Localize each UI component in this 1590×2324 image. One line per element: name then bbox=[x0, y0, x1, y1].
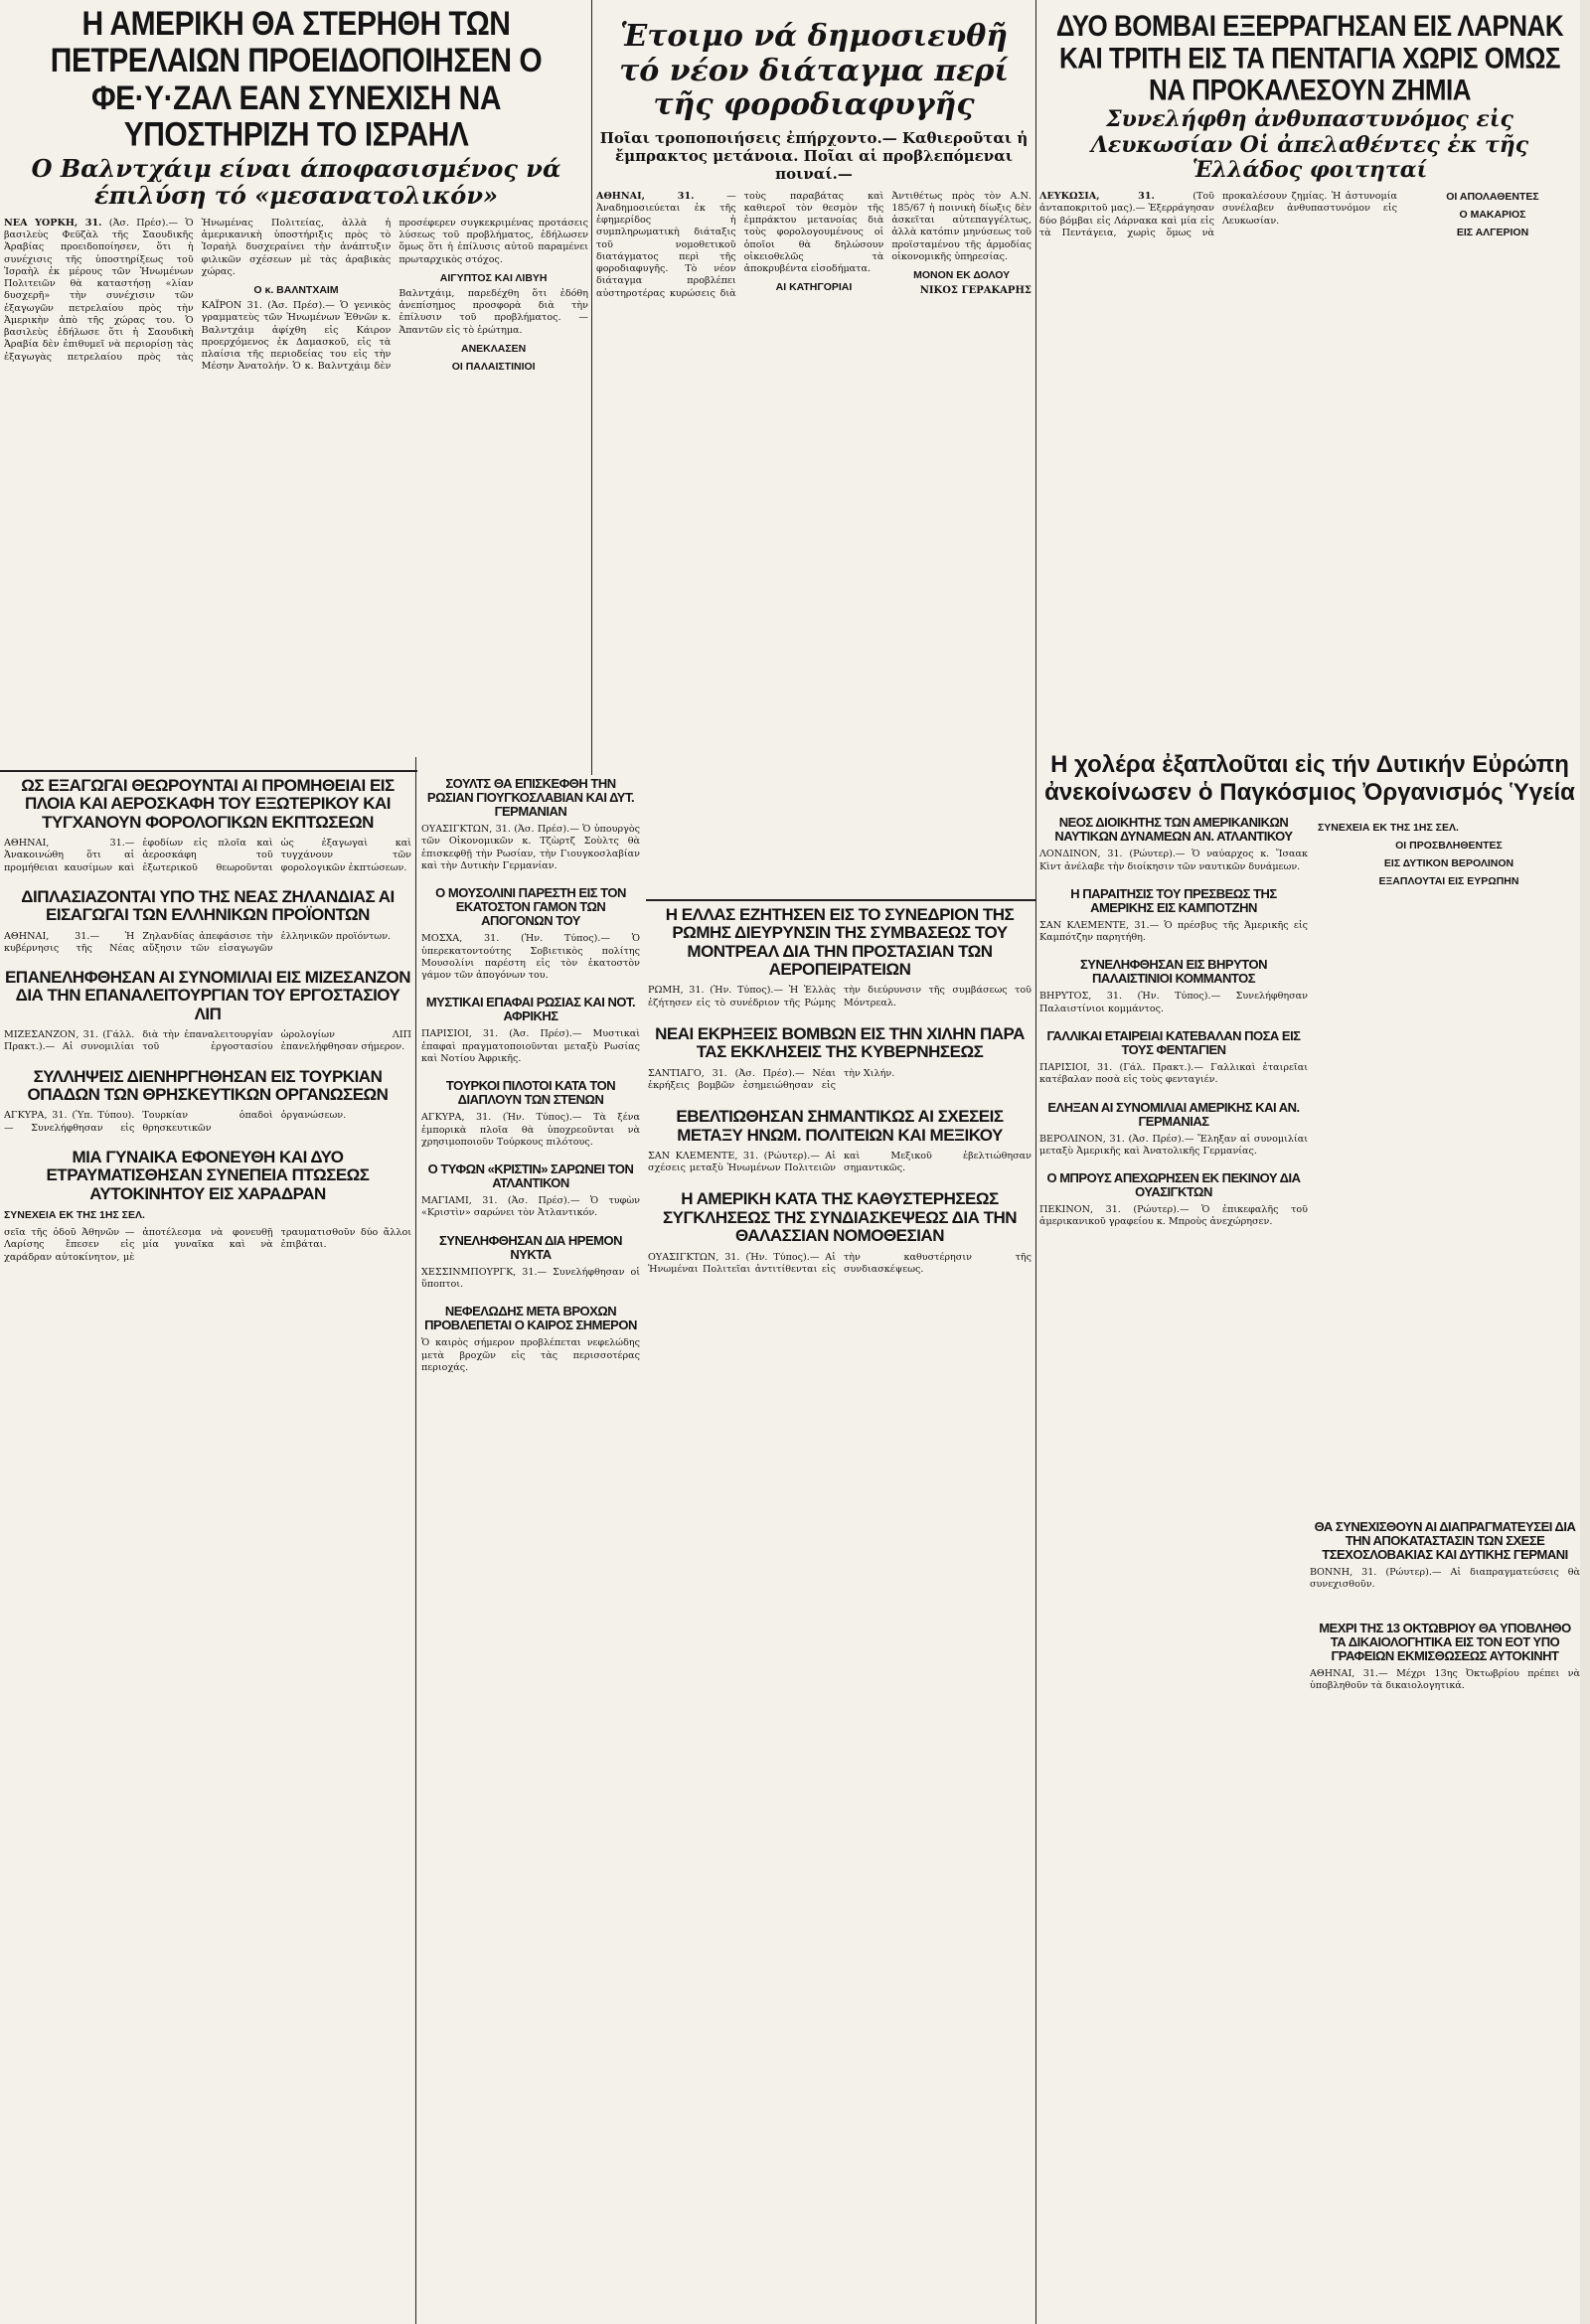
tax-body-2: Ἀντιθέτως πρὸς τὸν Α.Ν. 185/67 ἡ ποινικὴ δίωξις δὲν ἀσκεῖται αὐτεπαγγέλτως, ἀλλὰ κατόπιν μηνύσεως τοῦ προϊσταμένου τῆς ἁρμοδίας οἰκονομικῆς ὑπηρεσίας. bbox=[891, 190, 1032, 262]
cholera-headline: Η χολέρα ἐξαπλοῦται εἰς τήν Δυτικήν Εὐρώπη ἀνεκοίνωσεν ὁ Παγκόσμιος Ὀργανισμός Ὑγεία bbox=[1044, 751, 1575, 806]
cyprus-subhead: ΟΙ ΑΠΟΛΑΘΕΝΤΕΣ bbox=[1446, 191, 1539, 204]
lead-story bbox=[4, 2, 588, 767]
bruce-body: ΠΕΚΙΝΟΝ, 31. (Ρώυτερ).— Ὁ ἐπικεφαλῆς τοῦ ἀμερικανικοῦ γραφείου κ. Μπροὺς ἀνεχώρησεν. bbox=[1039, 1204, 1308, 1228]
lead-kicker: Ο Βαλντχάιμ είναι άποφασισμένος νά έπιλύση τό «μεσανατολικόν» bbox=[31, 153, 561, 211]
chile-body: ΣΑΝΤΙΑΓΟ, 31. (Ἀσ. Πρέσ).— Νέαι ἐκρήξεις βομβῶν ἐσημειώθησαν εἰς τὴν Χιλήν. bbox=[648, 1067, 895, 1091]
narrow-column bbox=[421, 777, 640, 2322]
montreal-headline: Η ΕΛΛΑΣ ΕΖΗΤΗΣΕΝ ΕΙΣ ΤΟ ΣΥΝΕΔΡΙΟΝ ΤΗΣ ΡΩΜΗΣ ΔΙΕΥΡΥΝΣΙΝ ΤΗΣ ΣΥΜΒΑΣΕΩΣ ΤΟΥ ΜΟΝΤΡΕΑΛ ΔΙΑ ΤΗΝ ΠΡΟΣΤΑΣΙΑΝ ΤΩΝ ΑΕΡΟΠΕΙΡΑΤΕΙΩΝ bbox=[665, 906, 1015, 980]
commandos-body: ΒΗΡΥΤΟΣ, 31. (Ἡν. Τύπος).— Συνελήφθησαν Παλαιστίνιοι κομμάντος. bbox=[1039, 991, 1308, 1014]
mussolini-body: ΜΟΣΧΑ, 31. (Ἡν. Τύπος).— Ὁ ὑπερεκατοντούτης Σοβιετικὸς πολίτης Μουσολίνι παρέστη εἰς τὸν ἑκατοστὸν γάμον τῶν ἀπογόνων του. bbox=[421, 933, 640, 982]
mexico-headline: ΕΒΕΛΤΙΩΘΗΣΑΝ ΣΗΜΑΝΤΙΚΩΣ ΑΙ ΣΧΕΣΕΙΣ ΜΕΤΑΞΥ ΗΝΩΜ. ΠΟΛΙΤΕΙΩΝ ΚΑΙ ΜΕΞΙΚΟΥ bbox=[676, 1107, 1004, 1145]
subhead-spreads-europe: ΕΞΑΠΛΟΥΤΑΙ ΕΙΣ ΕΥΡΩΠΗΝ bbox=[1378, 875, 1519, 888]
nz-body: ΑΘΗΝΑΙ, 31.— Ἡ κυβέρνησις τῆς Νέας Ζηλανδίας ἀπεφάσισε τὴν αὔξησιν τῶν εἰσαγωγῶν ἑλληνικῶν προϊόντων. bbox=[4, 930, 392, 954]
cyprus-body: ΛΕΥΚΩΣΙΑ, 31. (Τοῦ ἀνταποκριτοῦ μας).— Ἐξερράγησαν δύο βόμβαι εἰς Λάρνακα καὶ μία εἰς τὰ Πεντάγεια, χωρὶς ὅμως νὰ προκαλέσουν ζημίας. Ἡ ἀστυνομία συνέλαβεν ἀνθυπαστυνόμον εἰς Λευκωσίαν. bbox=[1039, 191, 1397, 238]
czech-body: ΒΟΝΝΗ, 31. (Ρώυτερ).— Αἱ διαπραγματεύσεις θὰ συνεχισθοῦν. bbox=[1310, 1567, 1580, 1591]
cyprus-subhead-3: ΕΙΣ ΑΛΓΕΡΙΟΝ bbox=[1456, 227, 1529, 239]
subhead-palestinians: ΟΙ ΠΑΛΑΙΣΤΙΝΙΟΙ bbox=[451, 360, 536, 373]
tax-subhead: ΑΙ ΚΑΤΗΓΟΡΙΑΙ bbox=[775, 281, 853, 294]
secret-contacts-headline: ΜΥΣΤΙΚΑΙ ΕΠΑΦΑΙ ΡΩΣΙΑΣ ΚΑΙ ΝΟΤ. ΑΦΡΙΚΗΣ bbox=[425, 995, 636, 1024]
center-column bbox=[648, 906, 1032, 2322]
secret-contacts-body: ΠΑΡΙΣΙΟΙ, 31. (Ἀσ. Πρέσ).— Μυστικαὶ ἐπαφαὶ πραγματοποιοῦνται μεταξὺ Ρωσίας καὶ Νοτίου Ἀφρικῆς. bbox=[421, 1028, 640, 1064]
crash-continued: ΣΥΝΕΧΕΙΑ ΕΚ ΤΗΣ 1ΗΣ ΣΕΛ. bbox=[4, 1209, 145, 1222]
ambassador-headline: Η ΠΑΡΑΙΤΗΣΙΣ ΤΟΥ ΠΡΕΣΒΕΩΣ ΤΗΣ ΑΜΕΡΙΚΗΣ ΕΙΣ ΚΑΜΠΟΤΖΗΝ bbox=[1070, 885, 1277, 915]
chile-headline: ΝΕΑΙ ΕΚΡΗΞΕΙΣ ΒΟΜΒΩΝ ΕΙΣ ΤΗΝ ΧΙΛΗΝ ΠΑΡΑ ΤΑΣ ΕΚΚΛΗΣΕΙΣ ΤΗΣ ΚΥΒΕΡΝΗΣΕΩΣ bbox=[655, 1023, 1025, 1062]
lip-headline: ΕΠΑΝΕΛΗΦΘΗΣΑΝ ΑΙ ΣΥΝΟΜΙΛΙΑΙ ΕΙΣ ΜΙΖΕΣΑΝΖΟΝ ΔΙΑ ΤΗΝ ΕΠΑΝΑΛΕΙΤΟΥΡΓΙΑΝ ΤΟΥ ΕΡΓΟΣΤΑΣΙΟΥ ΛΙΠ bbox=[4, 968, 411, 1023]
tax-byline: ΝΙΚΟΣ ΓΕΡΑΚΑΡΗΣ bbox=[919, 285, 1032, 297]
mussolini-headline: Ο ΜΟΥΣΟΛΙΝΙ ΠΑΡΕΣΤΗ ΕΙΣ ΤΟΝ ΕΚΑΤΟΣΤΟΝ ΓΑΜΟΝ ΤΩΝ ΑΠΟΓΟΝΩΝ ΤΟΥ bbox=[435, 885, 626, 929]
cyprus-kicker: Συνελήφθη ἀνθυπαστυνόμος εἰς Λευκωσίαν Οἱ ἀπελαθέντες ἐκ τῆς Ἑλλάδος φοιτηταί bbox=[1090, 106, 1529, 183]
tax-body: ΑΘΗΝΑΙ, 31. — Ἀναδημοσιεύεται ἐκ τῆς ἐφημερίδος ἡ συμπληρωματικὴ διάταξις τοῦ νομοθετικοῦ διατάγματος περὶ τῆς φοροδιαφυγῆς. Τὸ νέον διάταγμα προβλέπει αὐστηροτέρας κυρώσεις διὰ τοὺς παραβάτας καὶ καθιεροῖ τὸν θεσμὸν τῆς ἐμπράκτου μετανοίας διὰ τοὺς φορολογουμένους οἱ ὁποῖοι θὰ δηλώσουν οἰκειοθελῶς τὰ ἀποκρυβέντα εἰσοδήματα. bbox=[596, 190, 884, 299]
weather-body: Ὁ καιρὸς σήμερον προβλέπεται νεφελώδης μετὰ βροχῶν εἰς τὰς περισσοτέρας περιοχάς. bbox=[421, 1337, 640, 1373]
nz-headline: ΔΙΠΛΑΣΙΑΖΟΝΤΑΙ ΥΠΟ ΤΗΣ ΝΕΑΣ ΖΗΛΑΝΔΙΑΣ ΑΙ ΕΙΣΑΓΩΓΑΙ ΤΩΝ ΕΛΛΗΝΙΚΩΝ ΠΡΟΪΟΝΤΩΝ bbox=[21, 886, 395, 925]
pilots-body: ΑΓΚΥΡΑ, 31. (Ἡν. Τύπος).— Τὰ ξένα ἐμπορικὰ πλοῖα θὰ ὑποχρεοῦνται νὰ χρησιμοποιοῦν Τούρκους πιλότους. bbox=[421, 1112, 640, 1148]
lower-right bbox=[1310, 1520, 1580, 2315]
cholera-continued: ΣΥΝΕΧΕΙΑ ΕΚ ΤΗΣ 1ΗΣ ΣΕΛ. bbox=[1318, 822, 1459, 835]
typhoon-body: ΜΑΓΙΑΜΙ, 31. (Ἀσ. Πρέσ).— Ὁ τυφὼν «Κριστὶν» σαρώνει τὸν Ἀτλαντικόν. bbox=[421, 1195, 640, 1219]
french-firms-body: ΠΑΡΙΣΙΟΙ, 31. (Γάλ. Πρακτ.).— Γαλλικαὶ ἑταιρεῖαι κατέβαλαν ποσὰ εἰς τοὺς φενταγιέν. bbox=[1039, 1062, 1308, 1086]
navy-headline: ΝΕΟΣ ΔΙΟΙΚΗΤΗΣ ΤΩΝ ΑΜΕΡΙΚΑΝΙΚΩΝ ΝΑΥΤΙΚΩΝ ΔΥΝΑΜΕΩΝ ΑΝ. ΑΤΛΑΝΤΙΚΟΥ bbox=[1054, 815, 1293, 845]
sea-law-body: ΟΥΑΣΙΓΚΤΩΝ, 31. (Ἡν. Τύπος).— Αἱ Ἡνωμέναι Πολιτεῖαι ἀντιτίθενται εἰς τὴν καθυστέρησιν τῆς συνδιασκέψεως. bbox=[648, 1251, 1032, 1275]
quiet-night-headline: ΣΥΝΕΛΗΦΘΗΣΑΝ ΔΙΑ ΗΡΕΜΟΝ ΝΥΚΤΑ bbox=[439, 1232, 622, 1262]
subhead-anekalasen: ΑΝΕΚΛΑΣΕΝ bbox=[461, 342, 527, 355]
cyprus-story bbox=[1039, 2, 1580, 737]
column-rule bbox=[1035, 0, 1036, 2324]
section-rule bbox=[0, 770, 417, 772]
talks-ended-headline: ΕΛΗΞΑΝ ΑΙ ΣΥΝΟΜΙΛΙΑΙ ΑΜΕΡΙΚΗΣ ΚΑΙ ΑΝ. ΓΕΡΜΑΝΙΑΣ bbox=[1047, 1099, 1300, 1129]
navy-body: ΛΟΝΔΙΝΟΝ, 31. (Ρώυτερ).— Ὁ ναύαρχος κ. Ἴσαακ Κὶντ ἀνέλαβε τὴν διοίκησιν τῶν ναυτικῶν δυνάμεων. bbox=[1039, 849, 1308, 872]
montreal-body: ΡΩΜΗ, 31. (Ἡν. Τύπος).— Ἡ Ἑλλὰς ἐζήτησεν εἰς τὸ συνέδριον τῆς Ρώμης τὴν διεύρυνσιν τῆς συμβάσεως τοῦ Μόντρεαλ. bbox=[648, 985, 1032, 1008]
turkey-arrests-body: ΑΓΚΥΡΑ, 31. (Ὑπ. Τύπου).— Συνελήφθησαν εἰς Τουρκίαν ὀπαδοὶ θρησκευτικῶν ὀργανώσεων. bbox=[4, 1110, 347, 1134]
exports-body: ΑΘΗΝΑΙ, 31.— Ἀνακοινώθη ὅτι αἱ προμήθειαι καυσίμων καὶ ἐφοδίων εἰς πλοῖα καὶ ἀεροσκάφη τοῦ ἐξωτερικοῦ θεωροῦνται ὡς ἐξαγωγαὶ καὶ τυγχάνουν τῶν φορολογικῶν ἐκπτώσεων. bbox=[4, 838, 411, 873]
cyprus-headline: ΔΥΟ ΒΟΜΒΑΙ ΕΞΕΡΡΑΓΗΣΑΝ ΕΙΣ ΛΑΡΝΑΚ ΚΑΙ ΤΡΙΤΗ ΕΙΣ ΤΑ ΠΕΝΤΑΓΙΑ ΧΩΡΙΣ ΟΜΩΣ ΝΑ ΠΡΟΚΑΛΕΣΟΥΝ ΖΗΜΙΑ bbox=[1055, 8, 1564, 107]
weather-headline: ΝΕΦΕΛΩΔΗΣ ΜΕΤΑ ΒΡΟΧΩΝ ΠΡΟΒΛΕΠΕΤΑΙ Ο ΚΑΙΡΟΣ ΣΗΜΕΡΟΝ bbox=[424, 1304, 637, 1333]
left-column bbox=[4, 777, 411, 2322]
tax-deck: Ποῖαι τροποποιήσεις ἐπήρχοντο.— Καθιεροῦται ἡ ἔμπρακτος μετάνοια. Ποῖαι αἱ προβλεπόμεναι ποιναί.— bbox=[599, 128, 1029, 183]
column-rule bbox=[415, 757, 416, 2324]
lead-headline: Η ΑΜΕΡΙΚΗ ΘΑ ΣΤΕΡΗΘΗ ΤΩΝ ΠΕΤΡΕΛΑΙΩΝ ΠΡΟΕΙΔΟΠΟΙΗΣΕΝ Ο ΦΕ·Υ·ΖΑΛ ΕΑΝ ΣΥΝΕΧΙΣΗ ΝΑ ΥΠΟΣΤΗΡΙΖΗ ΤΟ ΙΣΡΑΗΛ bbox=[50, 5, 543, 154]
subhead-egypt-libya: ΑΙΓΥΠΤΟΣ ΚΑΙ ΛΙΒΥΗ bbox=[439, 271, 548, 284]
czech-headline: ΘΑ ΣΥΝΕΧΙΣΘΟΥΝ ΑΙ ΔΙΑΠΡΑΓΜΑΤΕΥΣΕΙ ΔΙΑ ΤΗΝ ΑΠΟΚΑΤΑΣΤΑΣΙΝ ΤΩΝ ΣΧΕΣΕ ΤΣΕΧΟΣΛΟΒΑΚΙΑΣ ΚΑΙ ΔΥΤΙΚΗΣ ΓΕΡΜΑΝΙ bbox=[1314, 1520, 1576, 1563]
schultz-body: ΟΥΑΣΙΓΚΤΩΝ, 31. (Ἀσ. Πρέσ).— Ὁ ὑπουργὸς τῶν Οἰκονομικῶν κ. Τζὼρτζ Σοὺλτς θὰ ἐπισκεφθῇ τὴν Ρωσίαν, τὴν Γιουγκοσλαβίαν καὶ τὴν Δυτικὴν Γερμανίαν. bbox=[421, 824, 640, 871]
column-rule bbox=[591, 0, 592, 775]
crash-headline: ΜΙΑ ΓΥΝΑΙΚΑ ΕΦΟΝΕΥΘΗ ΚΑΙ ΔΥΟ ΕΤΡΑΥΜΑΤΙΣΘΗΣΑΝ ΣΥΝΕΠΕΙΑ ΠΤΩΣΕΩΣ ΑΥΤΟΚΙΝΗΤΟΥ ΕΙΣ ΧΑΡΑΔΡΑΝ bbox=[46, 1147, 370, 1203]
mexico-body: ΣΑΝ ΚΛΕΜΕΝΤΕ, 31. (Ρώυτερ).— Αἱ σχέσεις μεταξὺ Ἡνωμένων Πολιτειῶν καὶ Μεξικοῦ ἐβελτιώθησαν σημαντικῶς. bbox=[648, 1150, 1032, 1174]
crash-body: σεῖα τῆς ὁδοῦ Ἀθηνῶν — Λαρίσης ἔπεσεν εἰς χαράδραν αὐτοκίνητον, μὲ ἀποτέλεσμα νὰ φονευθῇ μία γυναῖκα καὶ νὰ τραυματισθοῦν δύο ἄλλοι ἐπιβάται. bbox=[4, 1227, 411, 1263]
ambassador-body: ΣΑΝ ΚΛΕΜΕΝΤΕ, 31.— Ὁ πρέσβυς τῆς Ἀμερικῆς εἰς Καμπότζην παρητήθη. bbox=[1039, 919, 1308, 944]
subhead-affected: ΟΙ ΠΡΟΣΒΛΗΘΕΝΤΕΣ bbox=[1395, 840, 1503, 852]
exports-headline: ΩΣ ΕΞΑΓΩΓΑΙ ΘΕΩΡΟΥΝΤΑΙ ΑΙ ΠΡΟΜΗΘΕΙΑΙ ΕΙΣ ΠΛΟΙΑ ΚΑΙ ΑΕΡΟΣΚΑΦΗ ΤΟΥ ΕΞΩΤΕΡΙΚΟΥ ΚΑΙ ΤΥΓΧΑΝΟΥΝ ΦΟΡΟΛΟΓΙΚΩΝ ΕΚΠΤΩΣΕΩΝ bbox=[21, 777, 395, 832]
subhead-west-berlin: ΕΙΣ ΔΥΤΙΚΟΝ ΒΕΡΟΛΙΝΟΝ bbox=[1383, 857, 1514, 870]
bruce-headline: Ο ΜΠΡΟΥΣ ΑΠΕΧΩΡΗΣΕΝ ΕΚ ΠΕΚΙΝΟΥ ΔΙΑ ΟΥΑΣΙΓΚΤΩΝ bbox=[1046, 1170, 1301, 1200]
eot-body: ΑΘΗΝΑΙ, 31.— Μέχρι 13ης Ὀκτωβρίου πρέπει νὰ ὑποβληθοῦν τὰ δικαιολογητικά. bbox=[1310, 1667, 1580, 1691]
lead-body: ΝΕΑ ΥΟΡΚΗ, 31. (Ἀσ. Πρέσ).— Ὁ βασιλεὺς Φεϋζὰλ τῆς Σαουδικῆς Ἀραβίας προειδοποίησεν, ὅτι ἡ συνέχισις τῆς ὑποστηρίξεως τοῦ Ἰσραὴλ ἐκ μέρους τῶν Ἡνωμένων Πολιτειῶν θὰ καταστήσῃ «λίαν δυσχερῆ» τὴν συνέχισιν τῶν ἐξαγωγῶν πετρελαίου πρὸς τὴν Ἀμερικὴν ἀπὸ τῆς χώρας του. Ὁ βασιλεὺς ἐδήλωσε ὅτι ἡ Σαουδικὴ Ἀραβία δὲν ἐπιθυμεῖ νὰ περιορίσῃ τὰς ἐξαγωγὰς πετρελαίου πρὸς τὰς Ἡνωμένας Πολιτείας, ἀλλὰ ἡ ἀμερικανικὴ ὑποστήριξις πρὸς τὸ Ἰσραὴλ δυσχεραίνει τὴν ἀνάπτυξιν φιλικῶν σχέσεων μὲ τὰς ἀραβικὰς χώρας. bbox=[4, 217, 392, 363]
eot-headline: ΜΕΧΡΙ ΤΗΣ 13 ΟΚΤΩΒΡΙΟΥ ΘΑ ΥΠΟΒΛΗΘΟ ΤΑ ΔΙΚΑΙΟΛΟΓΗΤΙΚΑ ΕΙΣ ΤΟΝ ΕΟΤ ΥΠΟ ΓΡΑΦΕΙΩΝ ΕΚΜΙΣΘΩΣΕΩΣ ΑΥΤΟΚΙΝΗΤ bbox=[1319, 1620, 1571, 1663]
lead-subhead: Ο κ. ΒΑΛΝΤΧΑΙΜ bbox=[253, 284, 339, 297]
lead-body-2: ΚΑΪΡΟΝ 31. (Ἀσ. Πρέσ).— Ὁ γενικὸς γραμματεὺς τῶν Ἡνωμένων Ἐθνῶν κ. Βαλντχάιμ ἀφίχθη εἰς Κάιρον προερχόμενος ἐκ Δαμασκοῦ, εἰς τὰ πλαίσια τῆς περιοδείας του εἰς τὴν Μέσην Ἀνατολήν. Ὁ κ. Βαλντχάιμ δὲν προσέφερεν συγκεκριμένας προτάσεις λύσεως τοῦ προβλήματος, ἐδήλωσεν ὅμως ὅτι ἡ ἐπίλυσις αὐτοῦ παραμένει πρωταρχικὸς στόχος. bbox=[201, 217, 588, 373]
page-edge bbox=[1580, 0, 1590, 2324]
pilots-headline: ΤΟΥΡΚΟΙ ΠΙΛΟΤΟΙ ΚΑΤΑ ΤΟΝ ΔΙΑΠΛΟΥΝ ΤΩΝ ΣΤΕΝΩΝ bbox=[445, 1078, 616, 1108]
lip-body: ΜΙΖΕΣΑΝΖΟΝ, 31. (Γάλλ. Πρακτ.).— Αἱ συνομιλίαι διὰ τὴν ἐπαναλειτουργίαν τοῦ ἐργοστασίου ὡρολογίων ΛΙΠ ἐπανελήφθησαν σήμερον. bbox=[4, 1029, 411, 1053]
tax-subhead-2: ΜΟΝΟΝ ΕΚ ΔΟΛΟΥ bbox=[913, 269, 1011, 282]
talks-ended-body: ΒΕΡΟΛΙΝΟΝ, 31. (Ἀσ. Πρέσ).— Ἔληξαν αἱ συνομιλίαι μεταξὺ Ἀμερικῆς καὶ Ἀνατολικῆς Γερμανίας. bbox=[1039, 1133, 1308, 1157]
right-left-stack bbox=[1039, 816, 1308, 1243]
french-firms-headline: ΓΑΛΛΙΚΑΙ ΕΤΑΙΡΕΙΑΙ ΚΑΤΕΒΑΛΑΝ ΠΟΣΑ ΕΙΣ ΤΟΥΣ ΦΕΝΤΑΓΙΕΝ bbox=[1046, 1027, 1301, 1057]
quiet-night-body: ΧΕΣΣΙΝΜΠΟΥΡΓΚ, 31.— Συνελήφθησαν οἱ ὕποπτοι. bbox=[421, 1266, 640, 1290]
turkey-arrests-headline: ΣΥΛΛΗΨΕΙΣ ΔΙΕΝΗΡΓΗΘΗΣΑΝ ΕΙΣ ΤΟΥΡΚΙΑΝ ΟΠΑΔΩΝ ΤΩΝ ΘΡΗΣΚΕΥΤΙΚΩΝ ΟΡΓΑΝΩΣΕΩΝ bbox=[27, 1066, 389, 1105]
tax-story bbox=[596, 2, 1032, 896]
right-right-stack bbox=[1318, 816, 1580, 1243]
schultz-headline: ΣΟΥΛΤΣ ΘΑ ΕΠΙΣΚΕΦΘΗ ΤΗΝ ΡΩΣΙΑΝ ΓΙΟΥΓΚΟΣΛΑΒΙΑΝ ΚΑΙ ΔΥΤ. ΓΕΡΜΑΝΙΑΝ bbox=[426, 777, 635, 820]
cyprus-subhead-2: Ο ΜΑΚΑΡΙΟΣ bbox=[1459, 209, 1526, 222]
typhoon-headline: Ο ΤΥΦΩΝ «ΚΡΙΣΤΙΝ» ΣΑΡΩΝΕΙ ΤΟΝ ΑΤΛΑΝΤΙΚΟΝ bbox=[427, 1162, 634, 1191]
commandos-headline: ΣΥΝΕΛΗΦΘΗΣΑΝ ΕΙΣ ΒΗΡΥΤΟΝ ΠΑΛΑΙΣΤΙΝΙΟΙ ΚΟΜΜΑΝΤΟΣ bbox=[1080, 957, 1267, 987]
body-egypt: Βαλντχάιμ, παρεδέχθη ὅτι ἐδόθη ἀνεπίσημος προσφορὰ διὰ τὴν ἐπίλυσιν τοῦ προβλήματος. — Ἀπαντῶν εἰς τὸ ἐρώτημα. bbox=[398, 287, 588, 336]
section-rule bbox=[646, 899, 1035, 901]
sea-law-headline: Η ΑΜΕΡΙΚΗ ΚΑΤΑ ΤΗΣ ΚΑΘΥΣΤΕΡΗΣΕΩΣ ΣΥΓΚΛΗΣΕΩΣ ΤΗΣ ΣΥΝΔΙΑΣΚΕΨΕΩΣ ΔΙΑ ΤΗΝ ΘΑΛΑΣΣΙΑΝ ΝΟΜΟΘΕΣΙΑΝ bbox=[662, 1189, 1018, 1246]
tax-headline: Ἑτοιμο νά δημοσιευθῆ τό νέον διάταγμα περί τῆς φοροδιαφυγῆς bbox=[619, 19, 1009, 122]
